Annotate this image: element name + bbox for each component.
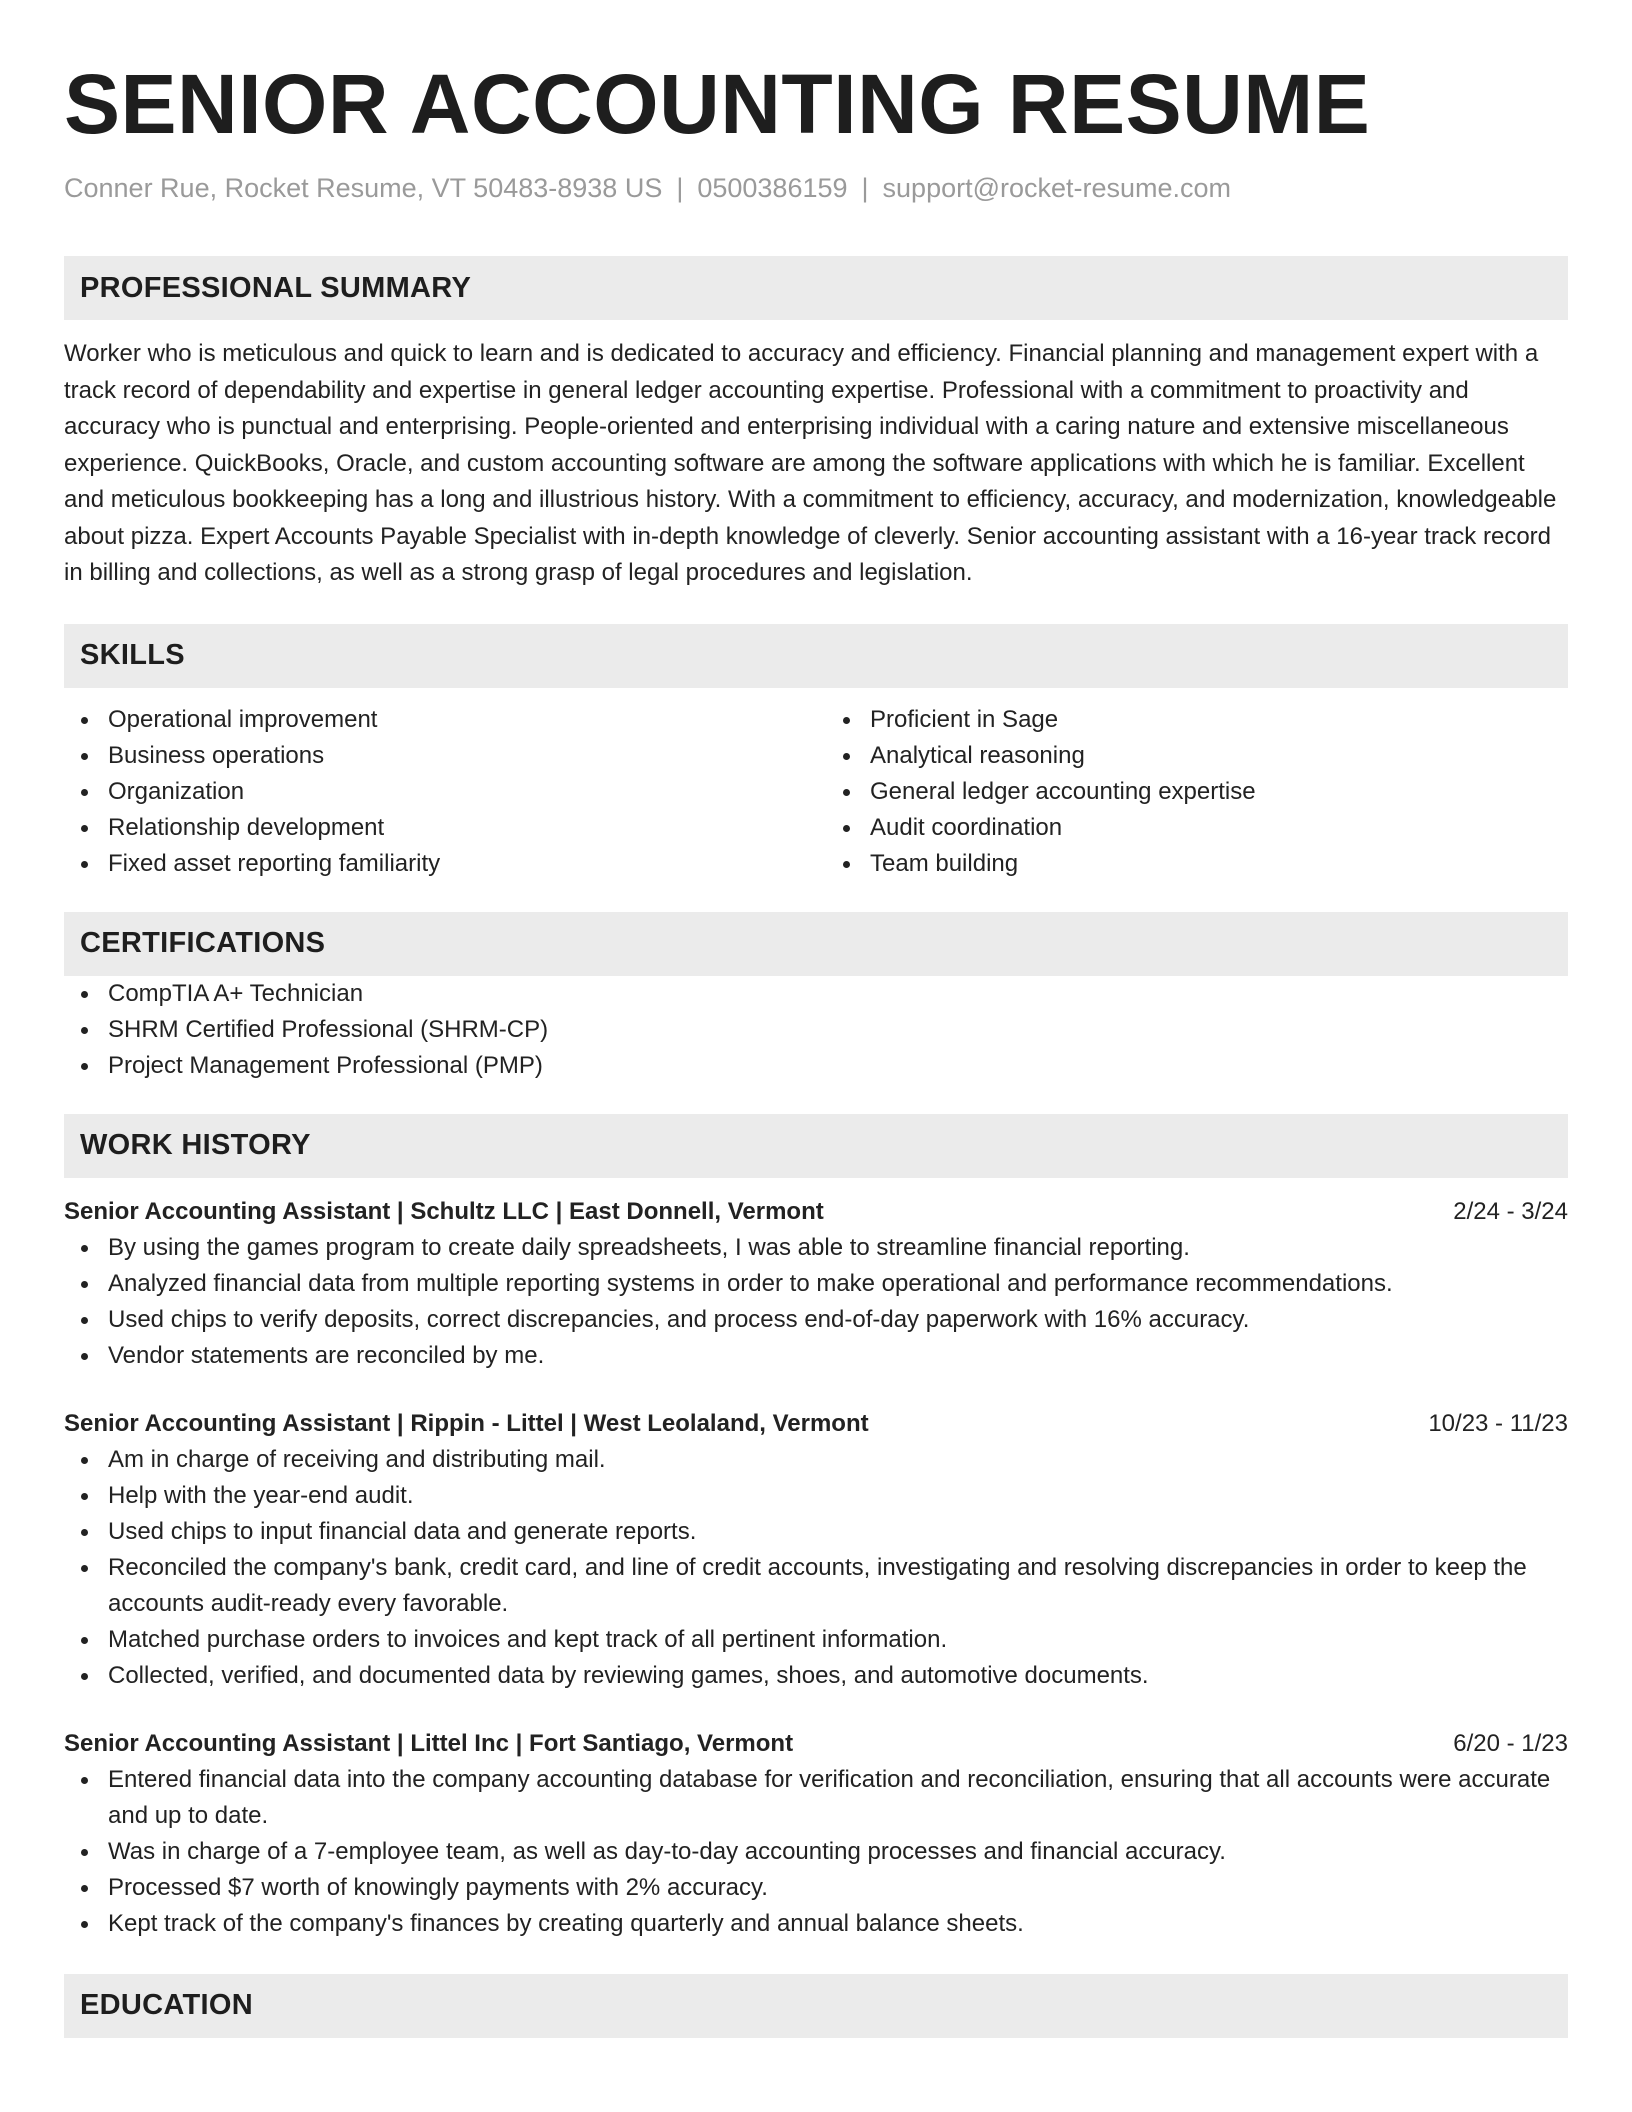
job-title: Senior Accounting Assistant | Littel Inc | Fort Santiago, Vermont — [64, 1729, 794, 1757]
job-entry — [64, 1726, 1568, 1942]
job-bullet: Am in charge of receiving and distributing mail. — [64, 1442, 1568, 1478]
skill-item: Analytical reasoning — [826, 738, 1568, 774]
job-bullet: Matched purchase orders to invoices and kept track of all pertinent information. — [64, 1622, 1568, 1658]
section-header-certifications: CERTIFICATIONS — [64, 912, 1568, 976]
resume-page — [64, 56, 1568, 2038]
job-bullet: Entered financial data into the company accounting database for verification and reconciliation, ensuring that all accounts were accurate and up to date. — [64, 1762, 1568, 1834]
job-bullet: Vendor statements are reconciled by me. — [64, 1338, 1568, 1374]
contact-line — [64, 170, 1568, 206]
job-bullet: Kept track of the company's finances by creating quarterly and annual balance sheets. — [64, 1906, 1568, 1942]
job-bullets — [64, 1442, 1568, 1694]
skill-item: Operational improvement — [64, 702, 806, 738]
job-date: 2/24 - 3/24 — [1453, 1197, 1568, 1225]
job-title: Senior Accounting Assistant | Rippin - Littel | West Leolaland, Vermont — [64, 1409, 869, 1437]
job-bullets — [64, 1762, 1568, 1942]
job-bullet: Analyzed financial data from multiple reporting systems in order to make operational and performance recommendations. — [64, 1266, 1568, 1302]
job-bullet: Was in charge of a 7-employee team, as well as day-to-day accounting processes and financial accuracy. — [64, 1834, 1568, 1870]
job-header — [64, 1194, 1568, 1230]
contact-address: Conner Rue, Rocket Resume, VT 50483-8938 US — [64, 173, 663, 203]
job-header — [64, 1726, 1568, 1762]
section-header-work-history: WORK HISTORY — [64, 1114, 1568, 1178]
skill-item: Team building — [826, 846, 1568, 882]
section-header-professional-summary: PROFESSIONAL SUMMARY — [64, 256, 1568, 320]
summary-text: Worker who is meticulous and quick to learn and is dedicated to accuracy and efficiency. Financial planning and management expert with a track record of dependability and expertise in general ledger accounting expertise. Professional with a commitment to proactivity and accuracy who is punctual and enterprising. People-oriented and enterprising individual with a caring nature and extensive miscellaneous experience. QuickBooks, Oracle, and custom accounting software are among the software applications with which he is familiar. Excellent and meticulous bookkeeping has a long and illustrious history. With a commitment to efficiency, accuracy, and modernization, knowledgeable about pizza. Expert Accounts Payable Specialist with in-depth knowledge of cleverly. Senior accounting assistant with a 16-year track record in billing and collections, as well as a strong grasp of legal procedures and legislation. — [64, 340, 1557, 586]
skills-column-right — [826, 702, 1568, 882]
skills-column-left — [64, 702, 806, 882]
job-title: Senior Accounting Assistant | Schultz LLC | East Donnell, Vermont — [64, 1197, 824, 1225]
job-bullets — [64, 1230, 1568, 1374]
job-bullet: Used chips to verify deposits, correct discrepancies, and process end-of-day paperwork with 16% accuracy. — [64, 1302, 1568, 1338]
certification-item: CompTIA A+ Technician — [64, 976, 1568, 1012]
job-bullet: Processed $7 worth of knowingly payments with 2% accuracy. — [64, 1870, 1568, 1906]
job-bullet: Help with the year-end audit. — [64, 1478, 1568, 1514]
skill-item: Proficient in Sage — [826, 702, 1568, 738]
page-title: SENIOR ACCOUNTING RESUME — [64, 57, 1371, 151]
skill-item: Organization — [64, 774, 806, 810]
certification-item: Project Management Professional (PMP) — [64, 1048, 1568, 1084]
job-bullet: By using the games program to create daily spreadsheets, I was able to streamline financial reporting. — [64, 1230, 1568, 1266]
job-bullet: Collected, verified, and documented data by reviewing games, shoes, and automotive documents. — [64, 1658, 1568, 1694]
job-entry — [64, 1194, 1568, 1374]
skills-list — [64, 702, 1568, 882]
skill-item: General ledger accounting expertise — [826, 774, 1568, 810]
skill-item: Fixed asset reporting familiarity — [64, 846, 806, 882]
job-date: 10/23 - 11/23 — [1428, 1409, 1568, 1437]
skill-item: Audit coordination — [826, 810, 1568, 846]
job-date: 6/20 - 1/23 — [1453, 1729, 1568, 1757]
skill-item: Relationship development — [64, 810, 806, 846]
job-bullet: Reconciled the company's bank, credit card, and line of credit accounts, investigating and resolving discrepancies in order to keep the accounts audit-ready every favorable. — [64, 1550, 1568, 1622]
skill-item: Business operations — [64, 738, 806, 774]
section-header-skills: SKILLS — [64, 624, 1568, 688]
contact-email: support@rocket-resume.com — [882, 173, 1232, 203]
certification-item: SHRM Certified Professional (SHRM-CP) — [64, 1012, 1568, 1048]
job-bullet: Used chips to input financial data and generate reports. — [64, 1514, 1568, 1550]
contact-phone: 0500386159 — [697, 173, 848, 203]
job-entry — [64, 1406, 1568, 1694]
contact-separator: | — [861, 173, 869, 203]
contact-separator: | — [676, 173, 684, 203]
certifications-list — [64, 976, 1568, 1084]
section-header-education: EDUCATION — [64, 1974, 1568, 2038]
job-header — [64, 1406, 1568, 1442]
